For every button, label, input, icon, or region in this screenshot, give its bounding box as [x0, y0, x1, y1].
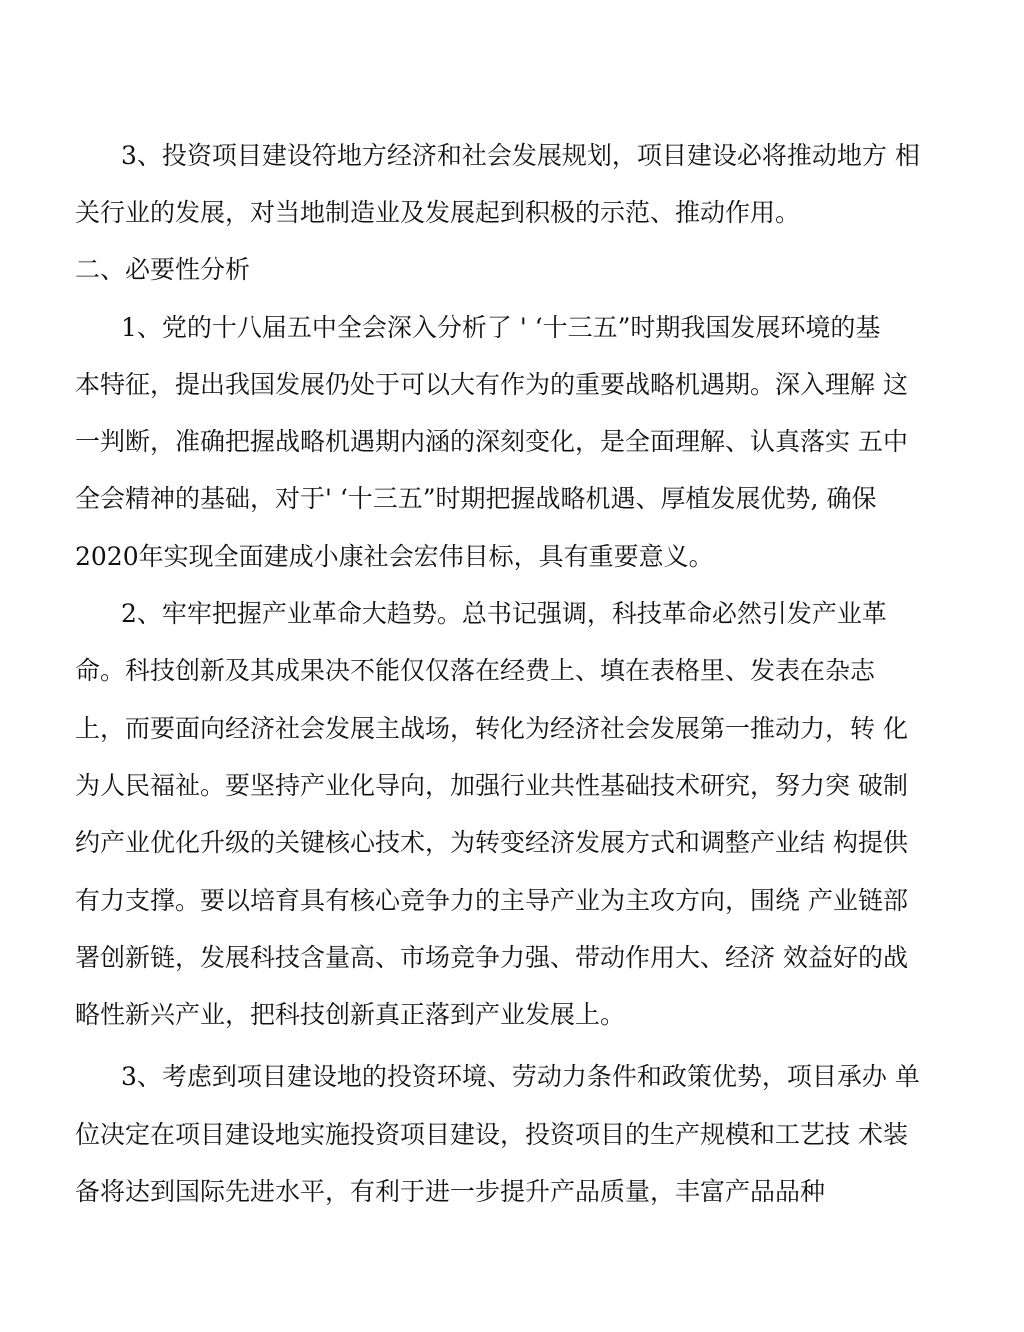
text-line: 约产业优化升级的关键核心技术，为转变经济发展方式和调整产业结 构提供 [75, 828, 908, 857]
text-line: 有力支撑。要以培育具有核心竞争力的主导产业为主攻方向，围绕 产业链部 [75, 886, 908, 915]
text-line: 2、牢牢把握产业革命大趋势。总书记强调，科技革命必然引发产业革 [121, 599, 887, 628]
text-line: 为人民福祉。要坚持产业化导向，加强行业共性基础技术研究，努力突 破制 [75, 771, 908, 800]
text-line: 位决定在项目建设地实施投资项目建设，投资项目的生产规模和工艺技 术装 [75, 1120, 908, 1149]
text-line: 1、党的十八届五中全会深入分析了 ' ‘十三五”时期我国发展环境的基 [121, 313, 881, 342]
text-line: 本特征，提出我国发展仍处于可以大有作为的重要战略机遇期。深入理解 这 [75, 370, 908, 399]
text-line: 2020年实现全面建成小康社会宏伟目标，具有重要意义。 [75, 542, 714, 571]
text-line: 备将达到国际先进水平，有利于进一步提升产品质量，丰富产品品种 [75, 1177, 826, 1206]
text-line: 署创新链，发展科技含量高、市场竞争力强、带动作用大、经济 效益好的战 [75, 943, 908, 972]
text-line: 3、考虑到项目建设地的投资环境、劳动力条件和政策优势，项目承办 单 [121, 1062, 920, 1091]
text-line: 全会精神的基础，对于' ‘十三五”时期把握战略机遇、厚植发展优势, 确保 [75, 484, 877, 513]
text-line: 关行业的发展，对当地制造业及发展起到积极的示范、推动作用。 [75, 198, 801, 227]
text-line: 命。科技创新及其成果决不能仅仅落在经费上、填在表格里、发表在杂志 [75, 656, 876, 685]
text-line: 3、投资项目建设符地方经济和社会发展规划，项目建设必将推动地方 相 [121, 141, 920, 170]
text-line: 一判断，准确把握战略机遇期内涵的深刻变化，是全面理解、认真落实 五中 [75, 427, 908, 456]
text-line: 上，而要面向经济社会发展主战场，转化为经济社会发展第一推动力，转 化 [75, 714, 908, 743]
section-heading: 二、必要性分析 [75, 255, 251, 284]
text-line: 略性新兴产业，把科技创新真正落到产业发展上。 [75, 1000, 626, 1029]
